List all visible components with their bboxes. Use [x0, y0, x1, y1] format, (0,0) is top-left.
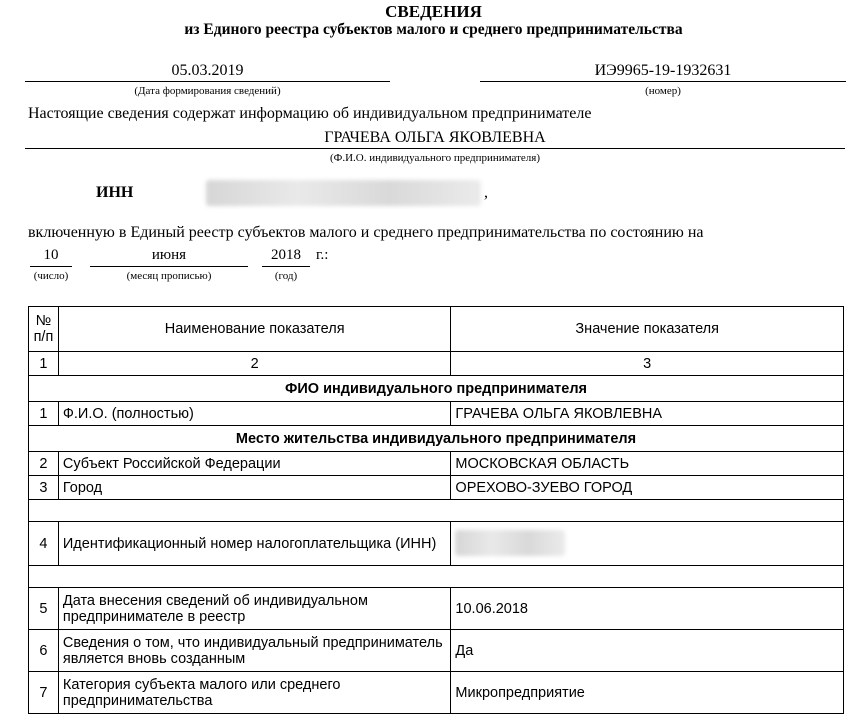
state-date-suffix: г.: — [316, 247, 329, 263]
table-cell: 10.06.2018 — [451, 588, 844, 630]
table-cell: Да — [451, 630, 844, 672]
table-cell: 7 — [29, 672, 59, 714]
table-cell: 4 — [29, 522, 59, 566]
state-month-caption: (месяц прописью) — [126, 270, 212, 282]
section-fio: ФИО индивидуального предпринимателя — [29, 376, 844, 402]
table-cell: Категория субъекта малого или среднего предпринимательства — [58, 672, 451, 714]
table-row — [29, 452, 844, 476]
inn-redacted — [206, 180, 481, 206]
table-spacer-row — [29, 566, 844, 588]
date-underline — [25, 81, 390, 82]
state-year: 2018 — [271, 247, 301, 263]
state-year-caption: (год) — [274, 270, 298, 282]
table-row — [29, 476, 844, 500]
name-underline — [25, 148, 845, 149]
document-subtitle: из Единого реестра субъектов малого и среднего предпринимательства — [184, 21, 683, 38]
table-cell: МОСКОВСКАЯ ОБЛАСТЬ — [451, 452, 844, 476]
year-underline — [262, 266, 310, 267]
inn-comma: , — [484, 184, 488, 201]
table-cell — [451, 522, 844, 566]
document-title: СВЕДЕНИЯ — [385, 2, 482, 21]
header-indicator-value: Значение показателя — [451, 307, 844, 352]
table-cell: Ф.И.О. (полностью) — [58, 402, 451, 426]
header-number: № п/п — [29, 307, 59, 352]
table-cell: 3 — [29, 476, 59, 500]
info-table — [28, 306, 844, 714]
table-cell — [29, 566, 844, 588]
document-number-caption: (номер) — [645, 85, 681, 97]
entrepreneur-name: ГРАЧЕВА ОЛЬГА ЯКОВЛЕВНА — [324, 129, 546, 146]
table-cell: ОРЕХОВО-ЗУЕВО ГОРОД — [451, 476, 844, 500]
entrepreneur-name-caption: (Ф.И.О. индивидуального предпринимателя) — [329, 152, 541, 164]
table-cell: Город — [58, 476, 451, 500]
table-cell: 6 — [29, 630, 59, 672]
state-day: 10 — [43, 247, 59, 263]
section-residence: Место жительства индивидуального предпринимателя — [29, 426, 844, 452]
table-section-row — [29, 376, 844, 402]
table-cell — [29, 500, 844, 522]
table-row — [29, 522, 844, 566]
inn-value-redacted — [455, 530, 565, 556]
table-row — [29, 402, 844, 426]
table-row — [29, 588, 844, 630]
table-cell: ГРАЧЕВА ОЛЬГА ЯКОВЛЕВНА — [451, 402, 844, 426]
table-cell: Идентификационный номер налогоплательщика (ИНН) — [58, 522, 451, 566]
table-row — [29, 672, 844, 714]
inn-label: ИНН — [96, 184, 134, 201]
table-cell: 5 — [29, 588, 59, 630]
day-underline — [30, 266, 72, 267]
state-month: июня — [151, 247, 187, 263]
month-underline — [90, 266, 248, 267]
table-cell: Микропредприятие — [451, 672, 844, 714]
header-indicator-name: Наименование показателя — [58, 307, 451, 352]
formation-date: 05.03.2019 — [171, 62, 244, 79]
formation-date-caption: (Дата формирования сведений) — [134, 85, 281, 97]
included-text: включенную в Единый реестр субъектов малого и среднего предпринимательства по состоянию на — [28, 224, 704, 241]
table-row — [29, 630, 844, 672]
table-cell: 2 — [58, 352, 451, 376]
table-cell: 3 — [451, 352, 844, 376]
intro-text: Настоящие сведения содержат информацию об индивидуальном предпринимателе — [28, 105, 592, 122]
table-cell: 2 — [29, 452, 59, 476]
table-cell: Субъект Российской Федерации — [58, 452, 451, 476]
table-index-row — [29, 352, 844, 376]
state-day-caption: (число) — [33, 270, 69, 282]
table-header-row — [29, 307, 844, 352]
table-section-row — [29, 426, 844, 452]
number-underline — [480, 81, 846, 82]
table-cell: Дата внесения сведений об индивидуальном предпринимателе в реестр — [58, 588, 451, 630]
table-spacer-row — [29, 500, 844, 522]
table-cell: 1 — [29, 402, 59, 426]
table-cell: Сведения о том, что индивидуальный предприниматель является вновь созданным — [58, 630, 451, 672]
table-cell: 1 — [29, 352, 59, 376]
document-number: ИЭ9965-19-1932631 — [594, 62, 732, 79]
